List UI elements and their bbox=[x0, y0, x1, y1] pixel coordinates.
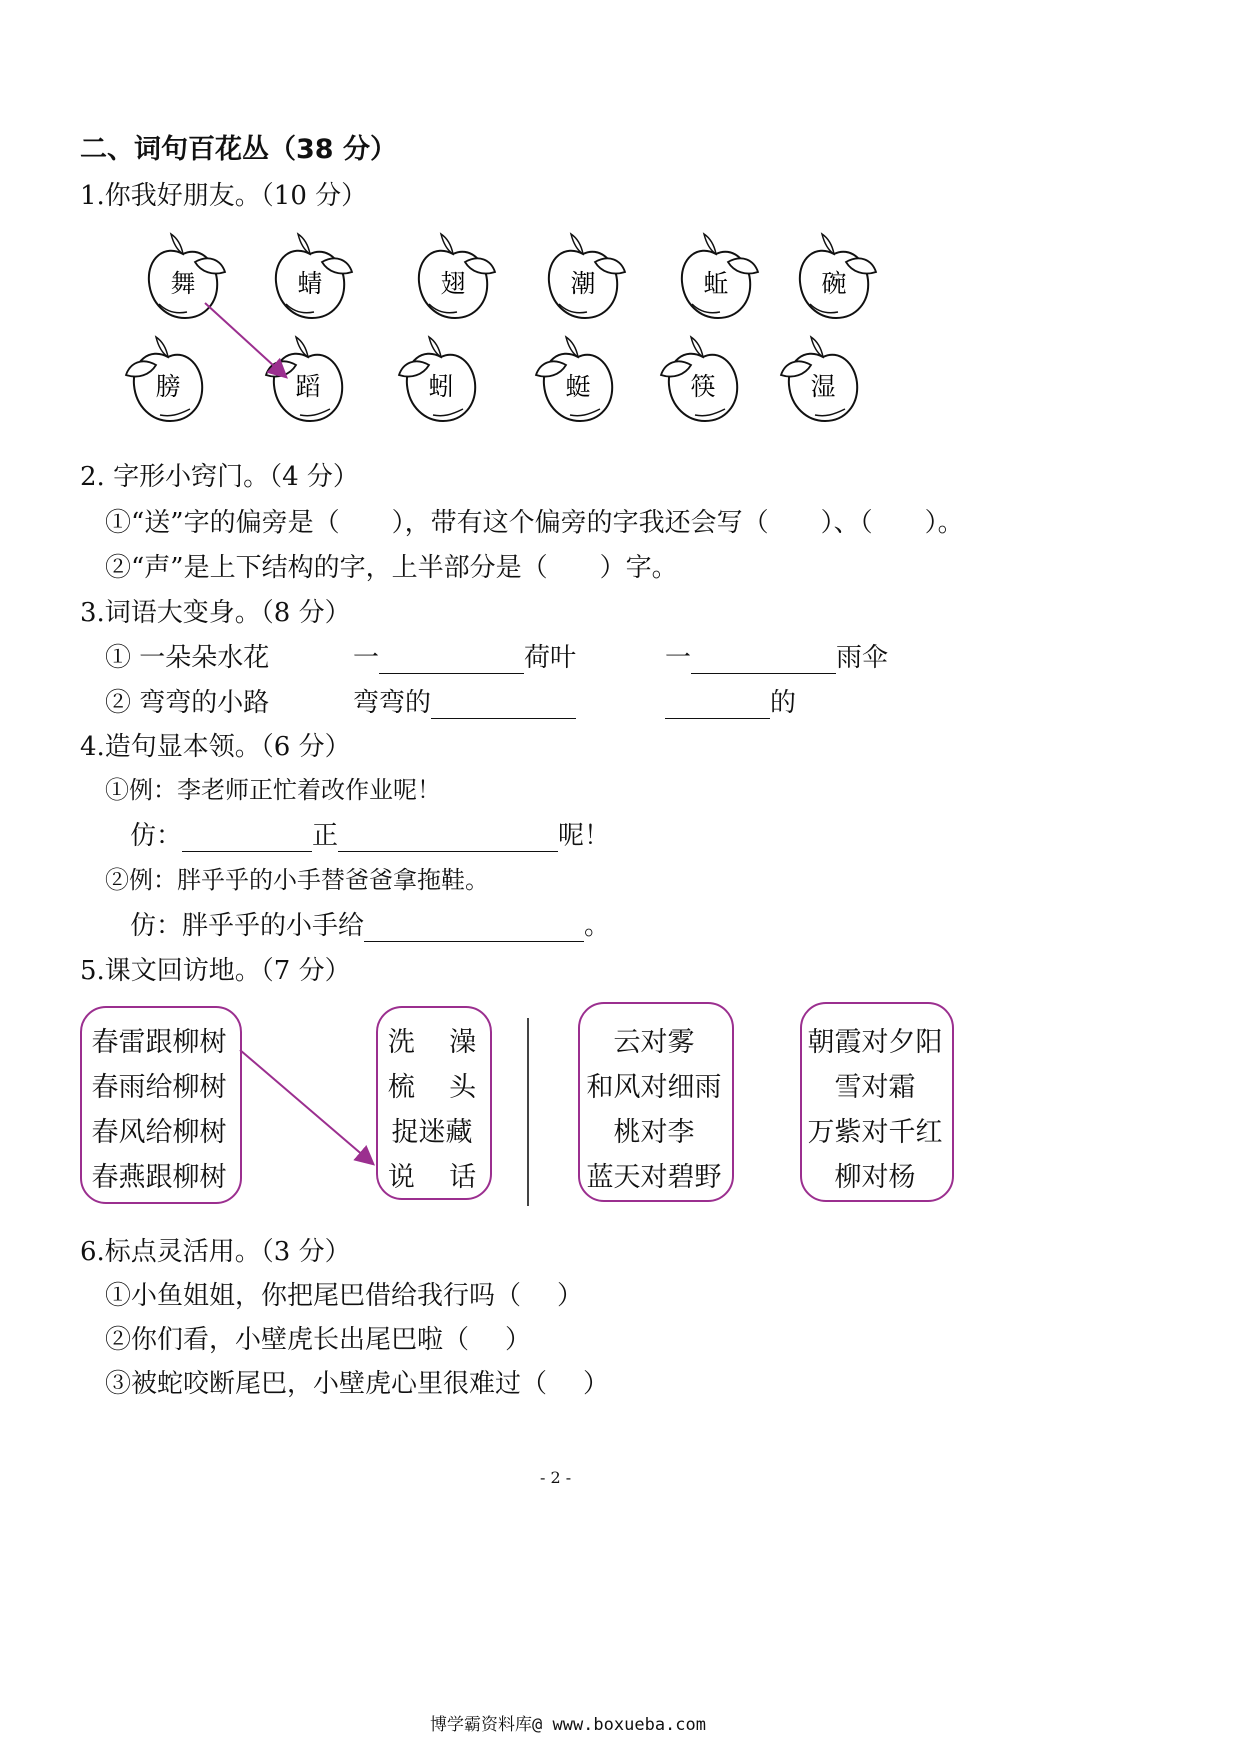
q2-l1a: ①“送”字的偏旁是（ bbox=[105, 508, 340, 538]
q3-r1c2b: 荷叶 bbox=[524, 643, 577, 673]
row2-char-3: 蜓 bbox=[565, 372, 591, 401]
q4-example-2: ②例：胖乎乎的小手替爸爸拿拖鞋。 bbox=[105, 866, 489, 894]
q6-s1: ①小鱼姐姐，你把尾巴借给我行吗（ bbox=[105, 1281, 522, 1311]
q6-s1e: ） bbox=[557, 1281, 584, 1311]
q6-sentence-2 bbox=[105, 1319, 531, 1356]
q6-sentence-3 bbox=[105, 1363, 609, 1400]
q3-r2c1: ② 弯弯的小路 bbox=[105, 688, 270, 718]
q6-s3: ③被蛇咬断尾巴，小壁虎心里很难过（ bbox=[105, 1369, 548, 1399]
q6-s3e: ） bbox=[583, 1369, 610, 1399]
box3-item-3: 蓝天对碧野 bbox=[586, 1162, 722, 1193]
q3-r1c2a: 一 bbox=[353, 643, 380, 673]
row1-char-2: 翅 bbox=[440, 269, 466, 298]
box4-item-3: 柳对杨 bbox=[834, 1162, 916, 1193]
q4-im1a: 仿： bbox=[130, 821, 183, 851]
q6-s2e: ） bbox=[505, 1325, 532, 1355]
box4-item-1: 雪对霜 bbox=[834, 1072, 916, 1103]
row2-char-0: 膀 bbox=[155, 372, 181, 401]
box2-item-3: 说 话 bbox=[387, 1162, 477, 1193]
q2-l1b: ），带有这个偏旁的字我还会写（ bbox=[391, 508, 769, 538]
row2-char-1: 蹈 bbox=[295, 372, 321, 401]
box2-item-2: 捉迷藏 bbox=[391, 1117, 473, 1148]
row1-char-1: 蜻 bbox=[297, 269, 323, 298]
box1-item-1: 春雨给柳树 bbox=[91, 1072, 227, 1103]
q6-s2: ②你们看，小壁虎长出尾巴啦（ bbox=[105, 1325, 470, 1355]
q5-title: 5.课文回访地。（7 分） bbox=[80, 956, 351, 986]
footer-watermark: 博学霸资料库@ www.boxueba.com bbox=[430, 1715, 706, 1735]
box3-item-1: 和风对细雨 bbox=[586, 1072, 722, 1103]
q6-sentence-1 bbox=[105, 1275, 583, 1312]
row1-char-3: 潮 bbox=[570, 269, 596, 298]
q4-example-1: ①例：李老师正忙着改作业呢！ bbox=[105, 776, 441, 804]
box4-item-0: 朝霞对夕阳 bbox=[807, 1027, 943, 1058]
q2-l1c: ）、（ bbox=[820, 508, 873, 538]
box3-item-2: 桃对李 bbox=[613, 1117, 695, 1148]
q2-l2b: ）字。 bbox=[599, 553, 678, 583]
box3-item-0: 云对雾 bbox=[613, 1027, 695, 1058]
q4-im2a: 仿：胖乎乎的小手给 bbox=[130, 911, 365, 941]
row1-char-5: 碗 bbox=[821, 269, 847, 298]
box2-item-0: 洗 澡 bbox=[387, 1027, 477, 1058]
section-title: 二、词句百花丛（38 分） bbox=[80, 134, 397, 165]
q3-title: 3.词语大变身。（8 分） bbox=[80, 598, 351, 628]
q6-title: 6.标点灵活用。（3 分） bbox=[80, 1237, 351, 1267]
q3-r2c2a: 弯弯的 bbox=[353, 688, 432, 718]
q4-im2b: 。 bbox=[584, 911, 611, 941]
box1-item-2: 春风给柳树 bbox=[91, 1117, 227, 1148]
box2-item-1: 梳 头 bbox=[387, 1072, 477, 1103]
q2-l1d: ）。 bbox=[924, 508, 964, 538]
q2-l2a: ②“声”是上下结构的字，上半部分是（ bbox=[105, 553, 548, 583]
box1-item-3: 春燕跟柳树 bbox=[91, 1162, 227, 1193]
q3-r1c3a: 一 bbox=[665, 643, 692, 673]
q3-r1c3b: 雨伞 bbox=[836, 643, 889, 673]
row1-char-0: 舞 bbox=[170, 269, 196, 298]
box4-item-2: 万紫对千红 bbox=[807, 1117, 943, 1148]
row2-char-2: 蚓 bbox=[428, 372, 454, 401]
q3-r1c1: ① 一朵朵水花 bbox=[105, 643, 270, 673]
q4-im1b: 正 bbox=[312, 821, 339, 851]
row1-char-4: 蚯 bbox=[703, 269, 729, 298]
q3-r2c3b: 的 bbox=[770, 688, 797, 718]
q2-title: 2. 字形小窍门。（4 分） bbox=[80, 462, 359, 492]
row2-char-5: 湿 bbox=[810, 372, 836, 401]
q4-title: 4.造句显本领。（6 分） bbox=[80, 732, 351, 762]
box1-item-0: 春雷跟柳树 bbox=[91, 1027, 227, 1058]
q4-im1c: 呢！ bbox=[558, 821, 611, 851]
page-number: - 2 - bbox=[540, 1468, 572, 1487]
q1-title: 1.你我好朋友。（10 分） bbox=[80, 181, 368, 211]
row2-char-4: 筷 bbox=[690, 372, 716, 401]
